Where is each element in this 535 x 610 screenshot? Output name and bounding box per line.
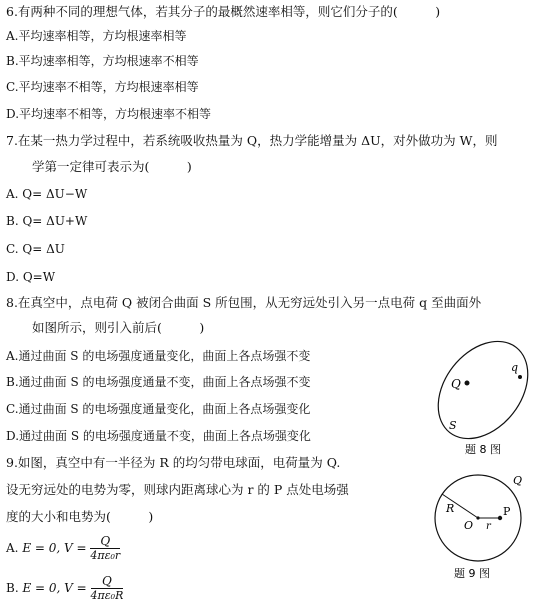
q9-stem-line2: 设无穷远处的电势为零，则球内距离球心为 r 的 P 点处电场强	[6, 482, 349, 497]
q8-option-c: C.通过曲面 S 的电场强度通量变化，曲面上各点场强变化	[6, 402, 311, 416]
label-S: S	[449, 419, 457, 432]
center-dot	[476, 516, 479, 519]
point-P-dot	[498, 516, 502, 520]
label-q: q	[511, 361, 519, 374]
label-O: O	[464, 519, 474, 532]
label-Q: Q	[451, 377, 461, 391]
figure-8-caption: 题 8 图	[465, 443, 501, 456]
q9-option-b-denominator: 4πε₀R	[90, 589, 124, 602]
q9-option-b-fraction	[91, 574, 124, 603]
q7-stem-line1: 7.在某一热力学过程中，若系统吸收热量为 Q，热力学能增量为 ΔU，对外做功为 W，则	[6, 133, 498, 148]
label-Q: Q	[513, 474, 523, 487]
q9-option-b-numerator: Q	[91, 574, 124, 589]
q9-option-a-fraction	[90, 534, 120, 563]
q7-option-b: B. Q= ΔU+W	[6, 214, 88, 228]
q6-option-d: D.平均速率不相等，方均根速率不相等	[6, 107, 212, 121]
q9-option-b	[6, 574, 123, 603]
q8-option-b: B.通过曲面 S 的电场强度通量不变，曲面上各点场强不变	[6, 375, 311, 389]
charge-Q-dot	[465, 381, 470, 386]
q7-option-c: C. Q= ΔU	[6, 242, 65, 256]
q9-option-a-numerator: Q	[90, 534, 120, 549]
figure-9	[420, 470, 532, 582]
figure-8	[425, 335, 535, 460]
label-r: r	[486, 521, 491, 532]
q9-option-b-lhs: E = 0, V =	[22, 581, 87, 595]
q6-option-a: A.平均速率相等，方均根速率相等	[6, 29, 187, 43]
q9-option-a-prefix: A.	[6, 541, 19, 555]
q6-option-c: C.平均速率不相等，方均根速率相等	[6, 80, 199, 94]
q9-option-a-denominator: 4πε₀r	[90, 549, 121, 562]
q7-stem-line2: 学第一定律可表示为( )	[32, 159, 192, 174]
closed-surface-s	[425, 335, 535, 456]
q9-option-a-lhs: E = 0, V =	[22, 541, 87, 555]
q8-option-a: A.通过曲面 S 的电场强度通量变化，曲面上各点场强不变	[6, 349, 311, 363]
q6-stem: 6.有两种不同的理想气体，若其分子的最概然速率相等，则它们分子的( )	[6, 4, 441, 19]
q9-stem-line1: 9.如图，真空中有一半径为 R 的均匀带电球面，电荷量为 Q.	[6, 455, 341, 470]
q8-stem-line2: 如图所示，则引入前后( )	[32, 320, 205, 335]
q8-option-d: D.通过曲面 S 的电场强度通量不变，曲面上各点场强变化	[6, 429, 311, 443]
charge-q-dot	[518, 375, 522, 379]
q9-option-b-prefix: B.	[6, 581, 19, 595]
q7-option-d: D. Q=W	[6, 270, 56, 284]
q9-option-a	[6, 534, 120, 563]
label-P: P	[503, 505, 511, 518]
figure-9-caption: 题 9 图	[454, 567, 490, 580]
q6-option-b: B.平均速率相等，方均根速率不相等	[6, 54, 199, 68]
q8-stem-line1: 8.在真空中，点电荷 Q 被闭合曲面 S 所包围，从无穷远处引入另一点电荷 q 至曲面外	[6, 295, 482, 310]
q7-option-a: A. Q= ΔU−W	[6, 187, 88, 201]
q9-stem-line3: 度的大小和电势为( )	[6, 509, 154, 524]
label-R: R	[446, 502, 455, 515]
